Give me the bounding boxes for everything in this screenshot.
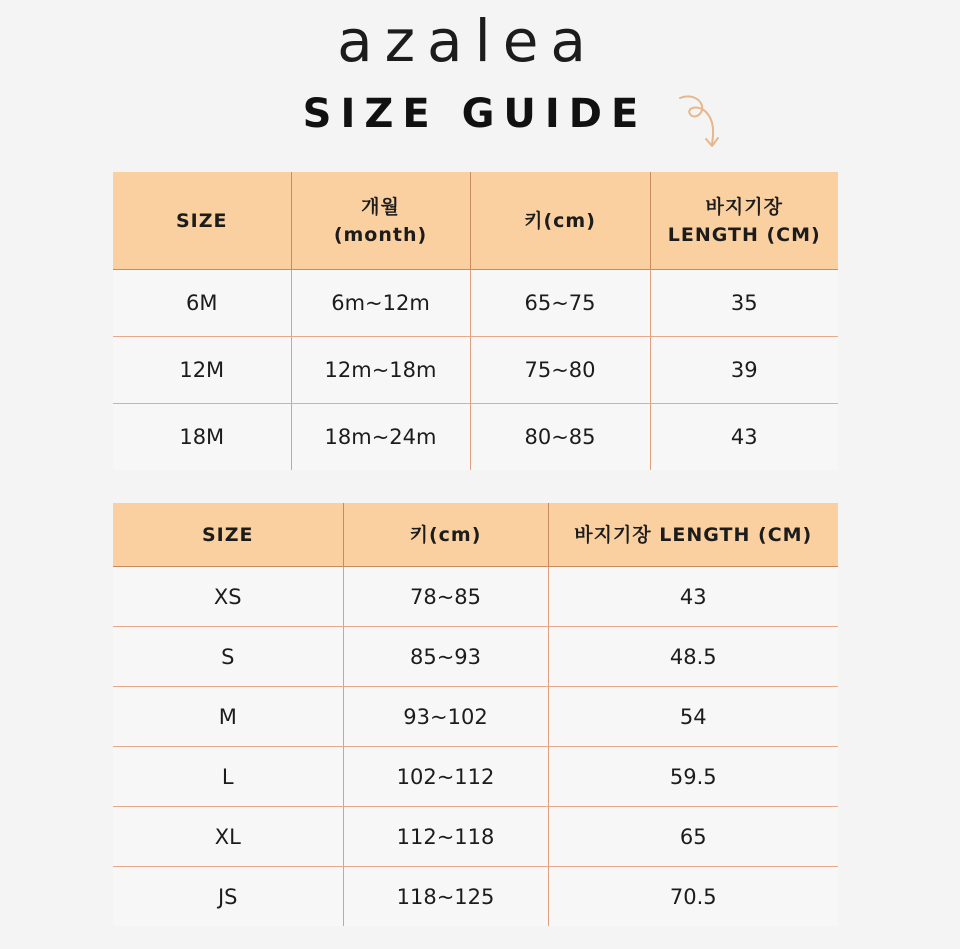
cell-size: 6M (113, 270, 291, 337)
page-title: SIZE GUIDE (302, 91, 648, 137)
cell-length: 65 (548, 807, 838, 867)
header-month: 개월 (month) (291, 172, 470, 270)
header-height: 키(cm) (343, 503, 548, 567)
header-length: 바지기장 LENGTH (CM) (548, 503, 838, 567)
cell-size: XS (113, 567, 343, 627)
cell-size: XL (113, 807, 343, 867)
cell-length: 39 (650, 337, 838, 404)
size-table-toddler (113, 172, 838, 470)
brand-logo: azalea (337, 7, 598, 75)
table-row (113, 270, 838, 337)
cell-height: 65~75 (470, 270, 650, 337)
curly-arrow-icon (676, 92, 724, 154)
header-length: 바지기장 LENGTH (CM) (650, 172, 838, 270)
header-size: SIZE (113, 503, 343, 567)
table-row (113, 867, 838, 927)
cell-height: 80~85 (470, 404, 650, 471)
cell-length: 54 (548, 687, 838, 747)
cell-size: L (113, 747, 343, 807)
cell-height: 78~85 (343, 567, 548, 627)
cell-height: 75~80 (470, 337, 650, 404)
cell-length: 59.5 (548, 747, 838, 807)
table-row (113, 567, 838, 627)
cell-height: 112~118 (343, 807, 548, 867)
header-height: 키(cm) (470, 172, 650, 270)
size-table-kids (113, 503, 838, 926)
cell-length: 43 (730, 425, 758, 449)
cell-size: JS (113, 867, 343, 927)
cell-month: 6m~12m (291, 270, 470, 337)
table-row (113, 687, 838, 747)
cell-height: 102~112 (343, 747, 548, 807)
cell-length: 35 (650, 270, 838, 337)
cell-size: 18M (113, 404, 291, 471)
cell-size: S (113, 627, 343, 687)
header-size: SIZE (113, 172, 291, 270)
table-row (113, 627, 838, 687)
table-row (113, 747, 838, 807)
cell-height: 118~125 (343, 867, 548, 927)
cell-month: 12m~18m (291, 337, 470, 404)
cell-size: 12M (113, 337, 291, 404)
table-header-row (113, 503, 838, 567)
cell-height: 93~102 (343, 687, 548, 747)
table-row (113, 337, 838, 404)
cell-size: M (113, 687, 343, 747)
cell-height: 85~93 (343, 627, 548, 687)
cell-length: 43 (548, 567, 838, 627)
cell-length: 48.5 (548, 627, 838, 687)
cell-length: 70.5 (669, 884, 717, 909)
table-row (113, 404, 838, 471)
table-row (113, 807, 838, 867)
table-header-row (113, 172, 838, 270)
cell-month: 18m~24m (291, 404, 470, 471)
